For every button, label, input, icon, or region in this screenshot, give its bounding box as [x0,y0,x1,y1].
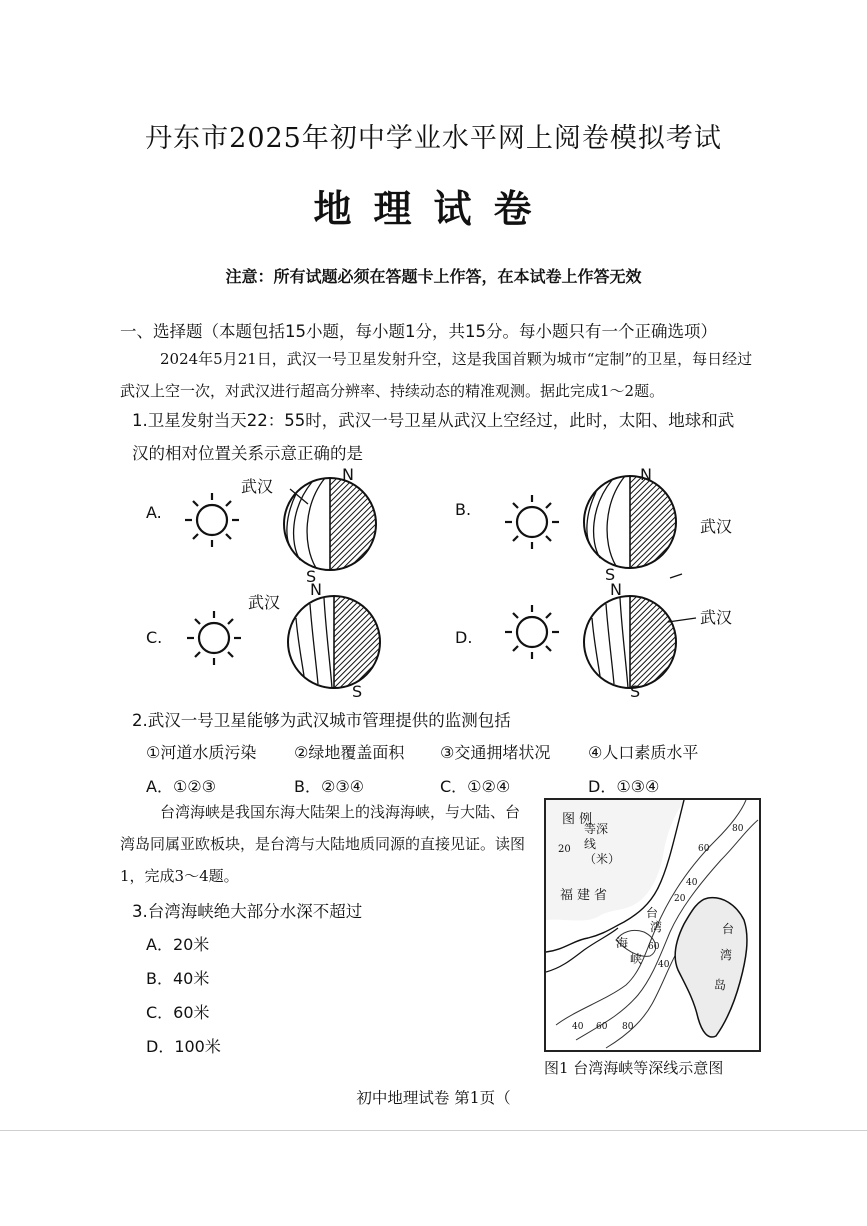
option-b-north-label: N [640,465,652,484]
option-d-place-label: 武汉 [700,608,733,627]
option-b-south-label: S [605,565,616,584]
earth-globe-icon [584,476,682,578]
option-d-north-label: N [610,580,622,599]
intro-passage: 2024年5月21日，武汉一号卫星发射升空，这是我国首颗为城市“定制”的卫星，每日经过武汉上空一次，对武汉进行超高分辨率、持续动态的精准观测。据此完成1～2题。 [120,350,753,400]
map-strait-char: 湾 [650,920,663,934]
taiwan-strait-map [544,798,761,1052]
depth-label: 20 [674,894,686,904]
page-footer: 初中地理试卷 第1页（ [356,1089,511,1107]
depth-label: 60 [596,1022,608,1032]
option-d-label: D. [455,628,473,647]
option-a-diagram [180,470,400,585]
q3-choice-a: A．20米 [146,935,210,954]
exam-notice: 注意：所有试题必须在答题卡上作答，在本试卷上作答无效 [225,267,642,286]
sun-icon [505,495,559,549]
map-province-label: 福建省 [560,888,612,903]
map-island-char: 岛 [714,978,727,992]
option-d-south-label: S [630,682,641,701]
option-c-label: C. [146,628,163,647]
option-a-place-label: 武汉 [241,477,274,496]
q3-choice-c: C．60米 [146,1003,210,1022]
option-d-diagram [500,590,700,702]
question-1-line1: 1.卫星发射当天22：55时，武汉一号卫星从武汉上空经过，此时，太阳、地球和武 [132,411,735,430]
legend-label: 等深线（米） [584,822,621,866]
q2-choice-a: A．①②③ [146,777,216,796]
subject-title: 地理试卷 [313,187,554,231]
option-c-place-label: 武汉 [248,593,281,612]
depth-label: 60 [698,844,710,854]
earth-globe-icon [288,596,380,688]
sun-icon [187,611,241,665]
option-b-place-label: 武汉 [700,517,733,536]
option-b-diagram [500,470,700,585]
map-island-char: 台 [722,922,735,936]
map-strait-char: 海 [616,936,629,950]
option-c-north-label: N [310,580,322,599]
earth-globe-icon [284,478,376,570]
q2-choice-b: B．②③④ [294,777,365,796]
q3-choice-b: B．40米 [146,969,210,988]
question-1-line2: 汉的相对位置关系示意正确的是 [132,444,363,463]
passage-taiwan-strait: 台湾海峡是我国东海大陆架上的浅海海峡，与大陆、台湾岛同属亚欧板块，是台湾与大陆地质同源的直接见证。读图1，完成3～4题。 [120,803,526,885]
sun-icon [505,605,559,659]
depth-label: 40 [686,878,698,888]
option-b-label: B. [455,500,472,519]
q3-choice-d: D．100米 [146,1037,221,1056]
section-heading: 一、选择题（本题包括15小题，每小题1分，共15分。每小题只有一个正确选项） [120,322,717,341]
q2-item: ③交通拥堵状况 [440,743,551,762]
depth-label: 80 [622,1022,634,1032]
q2-item: ④人口素质水平 [588,743,699,762]
exam-title: 丹东市2025年初中学业水平网上阅卷模拟考试 [145,123,722,154]
q2-choice-c: C．①②④ [440,777,511,796]
map-strait-char: 峡 [630,952,643,966]
legend-title: 图 例 [562,812,593,827]
option-c-south-label: S [352,682,363,701]
depth-label: 40 [658,960,670,970]
sun-icon [185,493,239,547]
page-bottom-rule [0,1130,867,1131]
option-c-diagram [180,590,400,702]
map-caption: 图1 台湾海峡等深线示意图 [544,1059,724,1077]
depth-label: 80 [732,824,744,834]
question-2-stem: 2.武汉一号卫星能够为武汉城市管理提供的监测包括 [132,711,511,730]
q2-choice-d: D．①③④ [588,777,660,796]
depth-label: 40 [572,1022,584,1032]
question-3-stem: 3.台湾海峡绝大部分水深不超过 [132,902,363,921]
legend-value: 20 [558,844,571,855]
map-strait-char: 台 [646,906,659,920]
q2-item: ①河道水质污染 [146,743,257,762]
depth-label: 60 [648,942,660,952]
map-island-char: 湾 [720,948,733,962]
option-a-label: A. [146,503,162,522]
option-a-north-label: N [342,465,354,484]
earth-globe-icon [584,596,696,688]
q2-item: ②绿地覆盖面积 [294,743,405,762]
option-a-south-label: S [306,567,317,586]
